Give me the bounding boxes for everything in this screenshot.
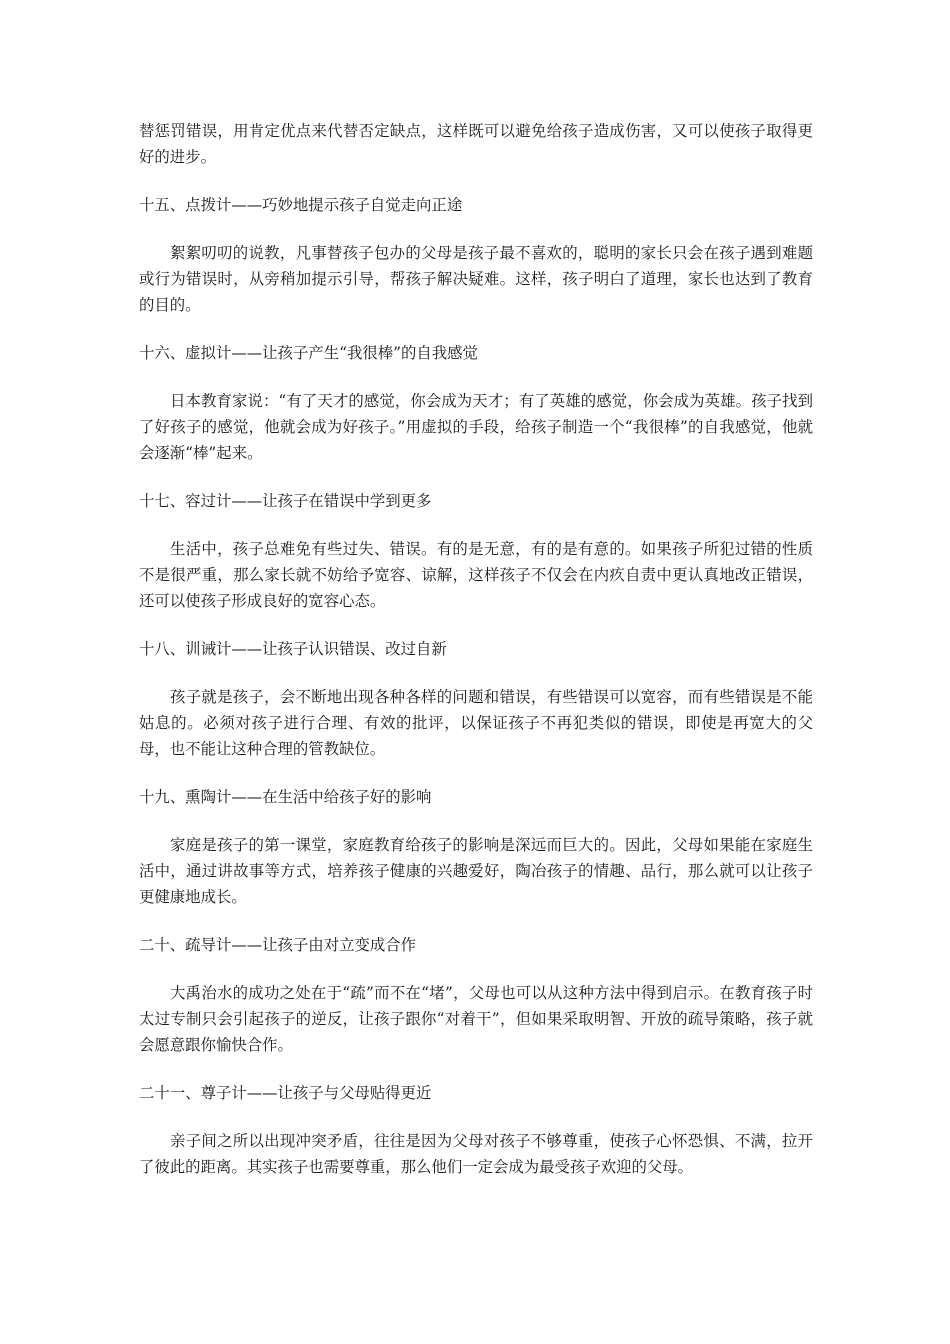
section-body-15: 絮絮叨叨的说教，凡事替孩子包办的父母是孩子最不喜欢的，聪明的家长只会在孩子遇到难题或行为错误时，从旁稍加提示引导，帮孩子解决疑难。这样，孩子明白了道理，家长也达到了教育的目的。 (139, 244, 813, 314)
section-body-17: 生活中，孩子总难免有些过失、错误。有的是无意，有的是有意的。如果孩子所犯过错的性质不是很严重，那么家长就不妨给予宽容、谅解，这样孩子不仅会在内疚自责中更认真地改正错误，还可以使孩子形成良好的宽容心态。 (139, 540, 813, 610)
section-heading-21: 二十一、尊子计——让孩子与父母贴得更近 (139, 1084, 432, 1102)
section-heading-16: 十六、虚拟计——让孩子产生“我很棒”的自我感觉 (139, 344, 478, 362)
intro-paragraph: 替惩罚错误，用肯定优点来代替否定缺点，这样既可以避免给孩子造成伤害，又可以使孩子取得更好的进步。 (139, 122, 813, 166)
section-body-20: 大禹治水的成功之处在于“疏”而不在“堵”，父母也可以从这种方法中得到启示。在教育孩子时太过专制只会引起孩子的逆反，让孩子跟你“对着干”，但如果采取明智、开放的疏导策略，孩子就会愿意跟你愉快合作。 (139, 984, 813, 1054)
section-heading-17: 十七、容过计——让孩子在错误中学到更多 (139, 492, 432, 510)
section-body-18: 孩子就是孩子，会不断地出现各种各样的问题和错误，有些错误可以宽容，而有些错误是不能姑息的。必须对孩子进行合理、有效的批评，以保证孩子不再犯类似的错误，即使是再宽大的父母，也不能让这种合理的管教缺位。 (139, 688, 813, 758)
section-body-19: 家庭是孩子的第一课堂，家庭教育给孩子的影响是深远而巨大的。因此，父母如果能在家庭生活中，通过讲故事等方式，培养孩子健康的兴趣爱好，陶冶孩子的情趣、品行，那么就可以让孩子更健康地成长。 (139, 836, 813, 906)
section-heading-19: 十九、熏陶计——在生活中给孩子好的影响 (139, 788, 432, 806)
document-page (139, 118, 813, 1180)
section-heading-20: 二十、疏导计——让孩子由对立变成合作 (139, 936, 417, 954)
section-heading-15: 十五、点拨计——巧妙地提示孩子自觉走向正途 (139, 196, 463, 214)
section-body-21: 亲子间之所以出现冲突矛盾，往往是因为父母对孩子不够尊重，使孩子心怀恐惧、不满，拉开了彼此的距离。其实孩子也需要尊重，那么他们一定会成为最受孩子欢迎的父母。 (139, 1132, 813, 1176)
section-heading-18: 十八、训诫计——让孩子认识错误、改过自新 (139, 640, 447, 658)
section-body-16: 日本教育家说：“有了天才的感觉，你会成为天才；有了英雄的感觉，你会成为英雄。孩子找到了好孩子的感觉，他就会成为好孩子。”用虚拟的手段，给孩子制造一个“我很棒”的自我感觉，他就会逐渐“棒”起来。 (139, 392, 813, 462)
